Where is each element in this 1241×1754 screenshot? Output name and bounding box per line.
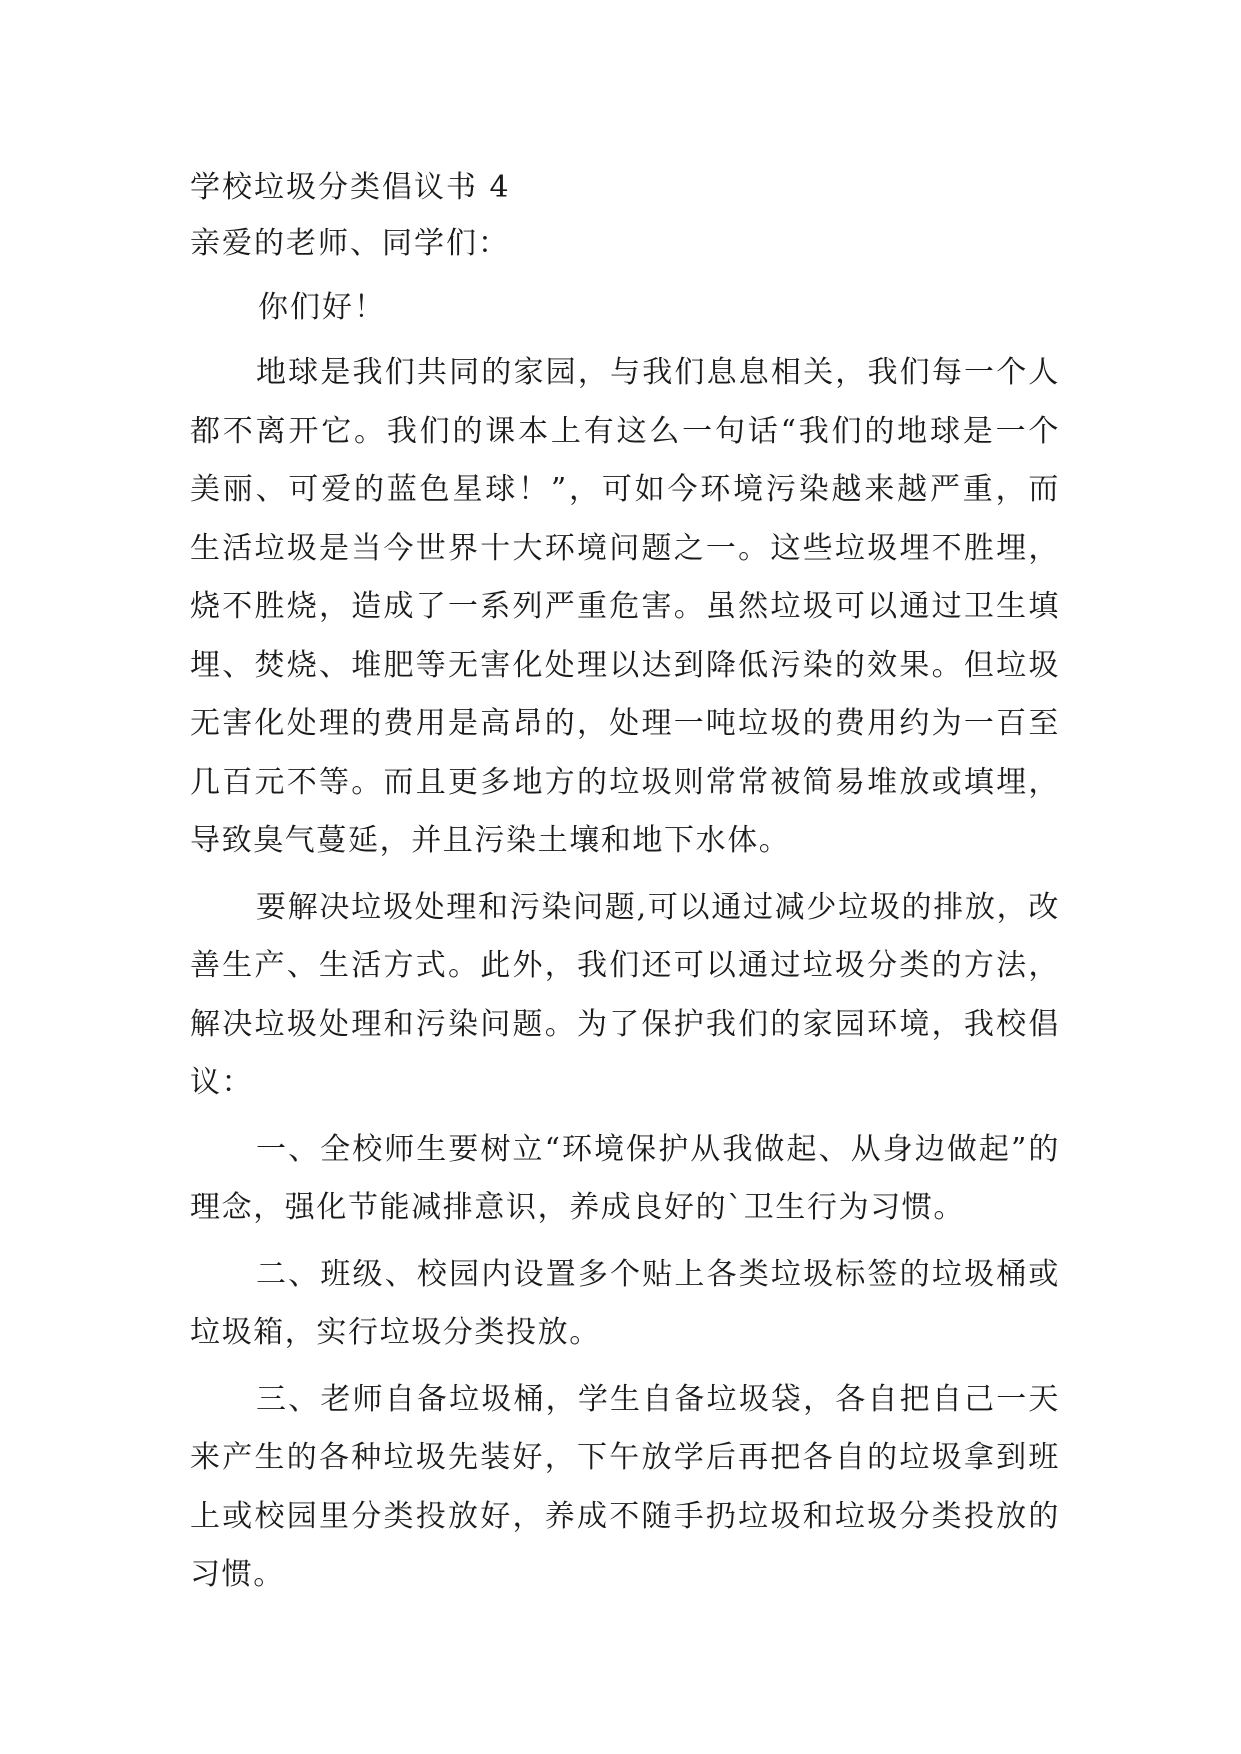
salutation: 亲爱的老师、同学们：: [190, 226, 510, 261]
paragraph-item-3: 三、老师自备垃圾桶，学生自备垃圾袋，各自把自己一天来产生的各种垃圾先装好，下午放学后再把各自的垃圾拿到班上或校园里分类投放好，养成不随手扔垃圾和垃圾分类投放的习惯。: [190, 1381, 1060, 1592]
paragraph-proposal: 要解决垃圾处理和污染问题,可以通过减少垃圾的排放，改善生产、生活方式。此外，我们还可以通过垃圾分类的方法，解决垃圾处理和污染问题。为了保护我们的家园环境，我校倡议：: [190, 889, 1060, 1100]
document-title: 学校垃圾分类倡议书 4: [190, 170, 511, 205]
paragraph-item-2: 二、班级、校园内设置多个贴上各类垃圾标签的垃圾桶或垃圾箱，实行垃圾分类投放。: [190, 1256, 1060, 1350]
paragraph-intro: 地球是我们共同的家园，与我们息息相关，我们每一个人都不离开它。我们的课本上有这么一句话“我们的地球是一个美丽、可爱的蓝色星球！”，可如今环境污染越来越严重，而生活垃圾是当今世界十大环境问题之一。这些垃圾埋不胜埋，烧不胜烧，造成了一系列严重危害。虽然垃圾可以通过卫生填埋、焚烧、堆肥等无害化处理以达到降低污染的效果。但垃圾无害化处理的费用是高昂的，处理一吨垃圾的费用约为一百至几百元不等。而且更多地方的垃圾则常常被简易堆放或填埋，导致臭气蔓延，并且污染土壤和地下水体。: [190, 355, 1060, 858]
paragraph-item-1: 一、全校师生要树立“环境保护从我做起、从身边做起”的理念，强化节能减排意识，养成良好的`卫生行为习惯。: [190, 1131, 1060, 1225]
greeting: 你们好！: [258, 290, 386, 325]
document-body: [190, 160, 1060, 1605]
